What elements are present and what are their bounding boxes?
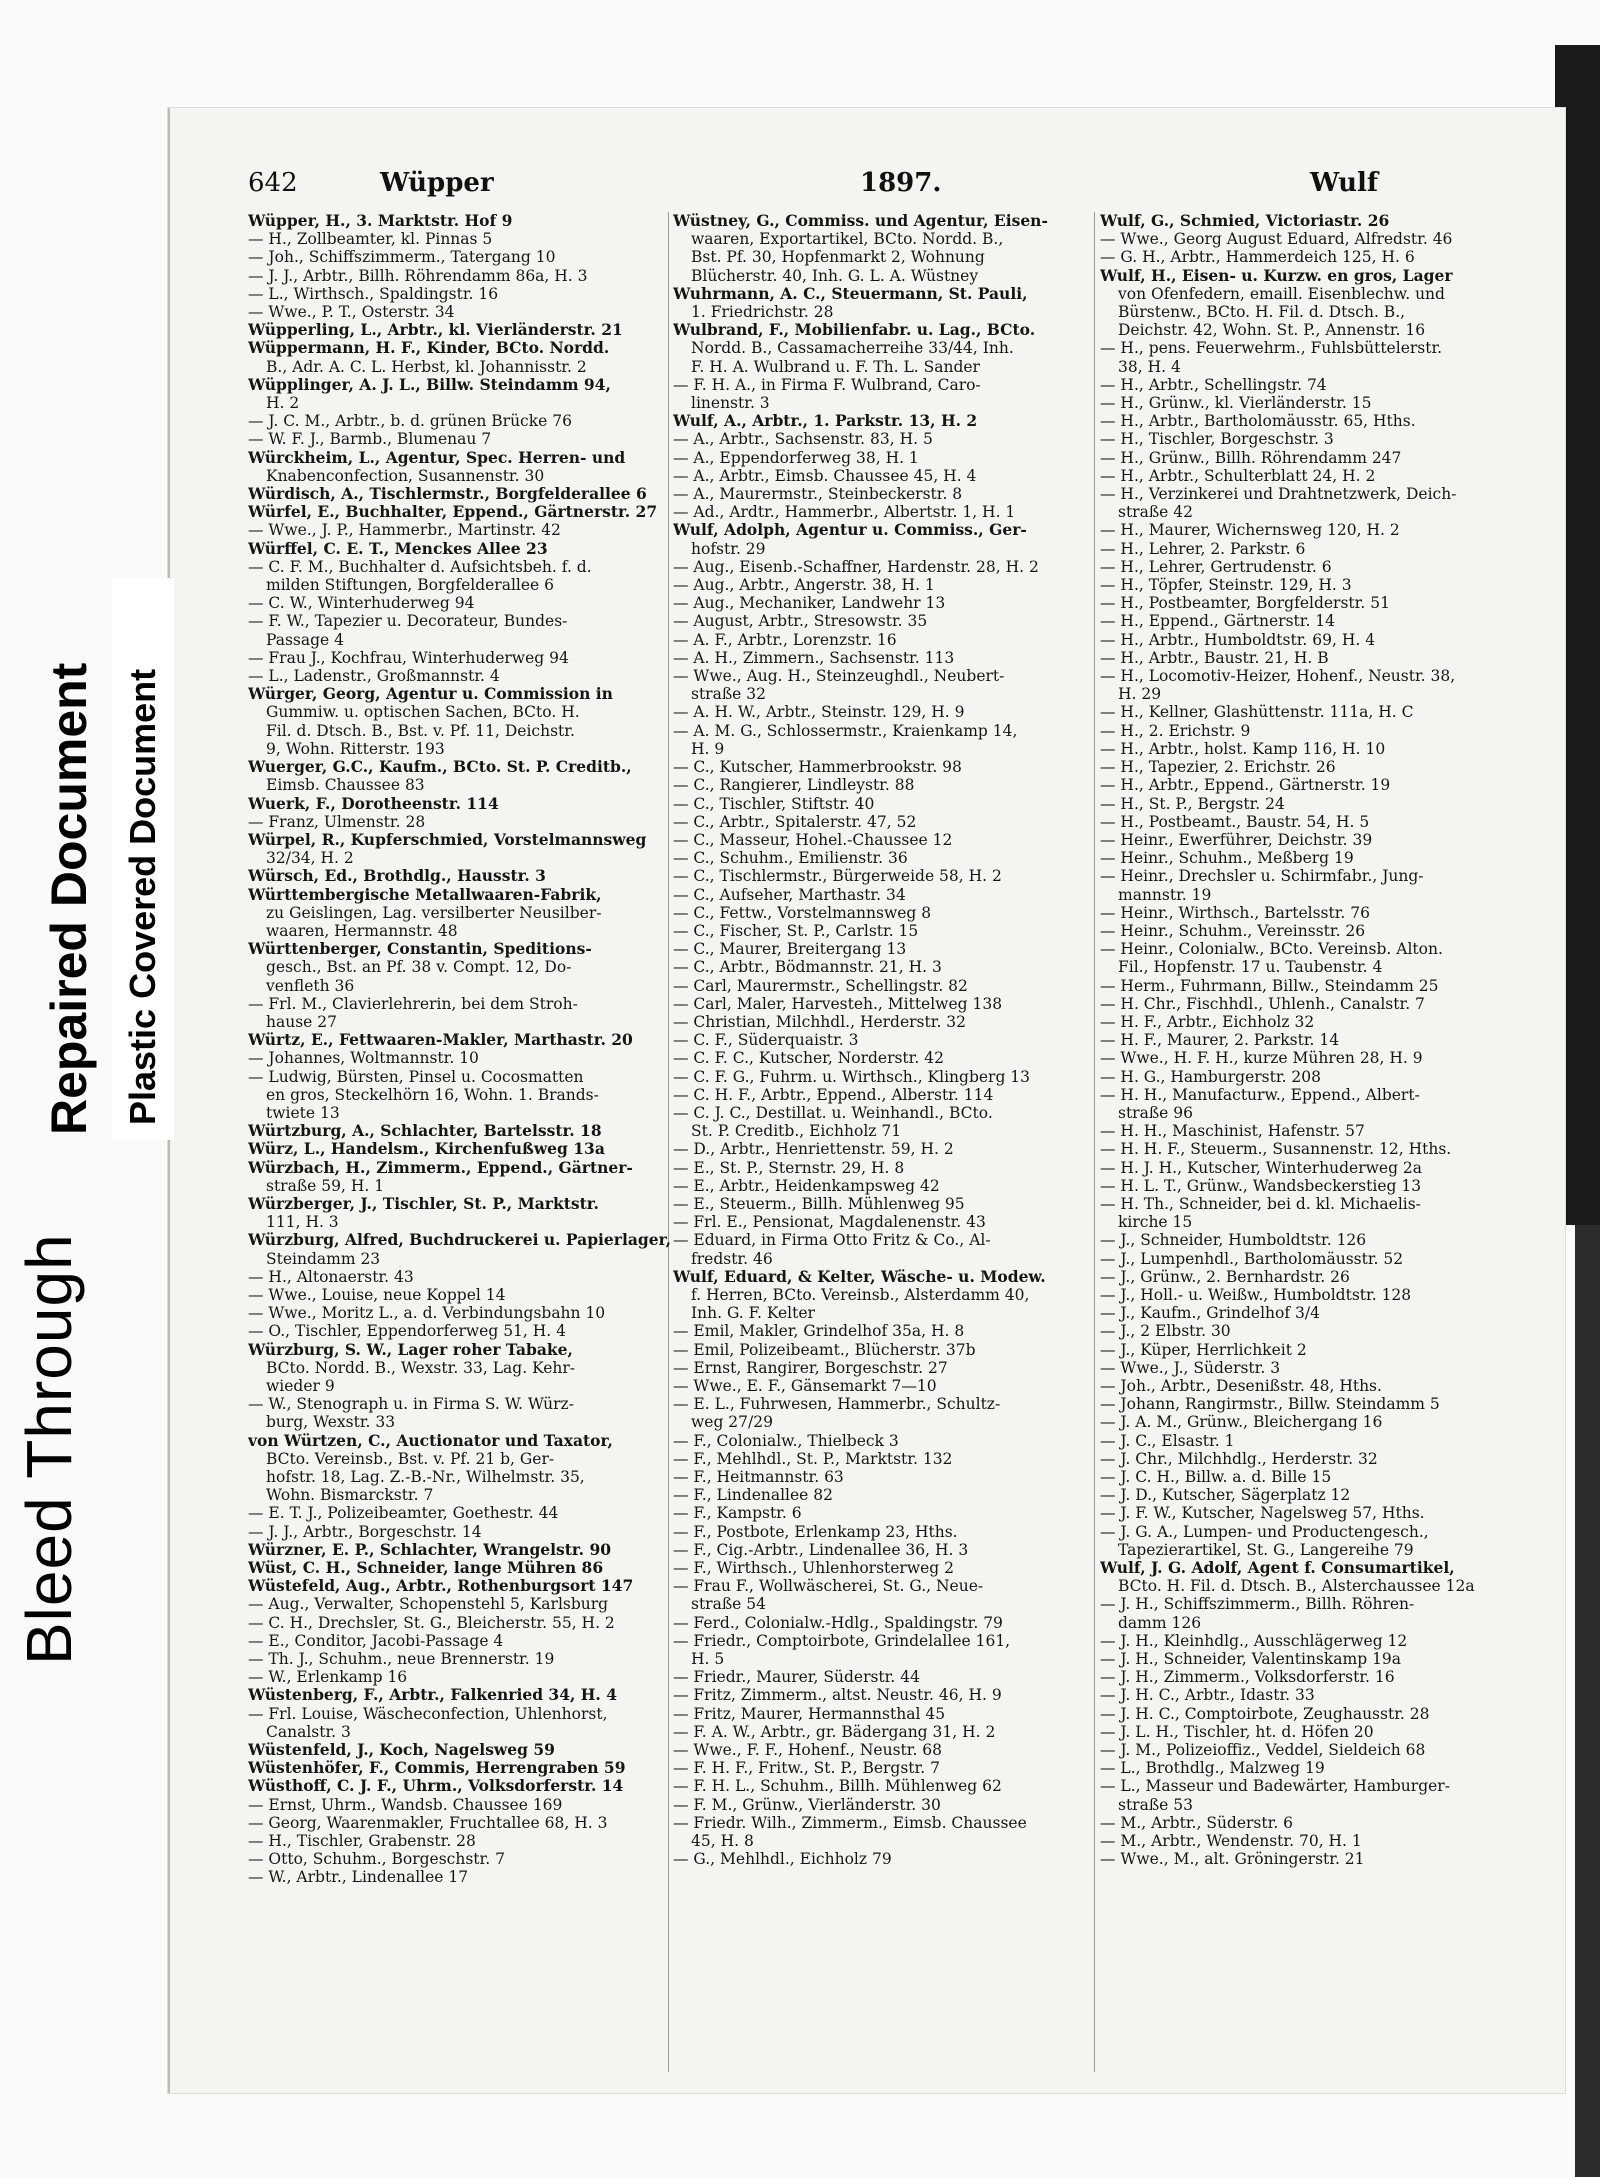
directory-entry-line: — F. H. A., in Firma F. Wulbrand, Caro- xyxy=(673,375,981,394)
directory-entry-line: — J. A. M., Grünw., Bleichergang 16 xyxy=(1100,1413,1383,1432)
directory-entry-line: 38, H. 4 xyxy=(1118,357,1181,376)
directory-entry-line: — C. J. C., Destillat. u. Weinhandl., BCto. xyxy=(673,1103,993,1122)
directory-entry-line: — J. J., Arbtr., Billh. Röhrendamm 86a, H. 3 xyxy=(248,266,588,285)
directory-entry-line: — Frl. M., Clavierlehrerin, bei dem Stroh- xyxy=(248,994,578,1013)
directory-entry-line: Wulf, G., Schmied, Victoriastr. 26 xyxy=(1100,212,1390,230)
directory-entry-line: H. 29 xyxy=(1118,685,1162,704)
directory-entry-line: — C., Tischlermstr., Bürgerweide 58, H. 2 xyxy=(673,867,1002,886)
directory-entry-line: — Wwe., Moritz L., a. d. Verbindungsbahn 10 xyxy=(248,1304,606,1323)
directory-entry-line: Würfel, E., Buchhalter, Eppend., Gärtnerstr. 27 xyxy=(248,503,658,522)
directory-entry-line: 111, H. 3 xyxy=(266,1213,339,1232)
directory-entry-line: Wüstenhöfer, F., Commis, Herrengraben 59 xyxy=(248,1759,626,1778)
directory-entry-line: Würtz, E., Fettwaaren-Makler, Marthastr. 20 xyxy=(248,1031,633,1050)
directory-entry-line: — Wwe., Georg August Eduard, Alfredstr. 46 xyxy=(1100,230,1453,249)
directory-entry-line: — F., Cig.-Arbtr., Lindenallee 36, H. 3 xyxy=(673,1540,969,1559)
directory-entry-line: Nordd. B., Cassamacherreihe 33/44, Inh. xyxy=(691,339,1014,358)
directory-entry-line: — Aug., Eisenb.-Schaffner, Hardenstr. 28, H. 2 xyxy=(673,557,1039,576)
directory-entry-line: — C., Tischler, Stiftstr. 40 xyxy=(673,794,875,813)
directory-entry-line: — Heinr., Colonialw., BCto. Vereinsb. Alton. xyxy=(1100,940,1443,959)
directory-entry-line: — Ferd., Colonialw.-Hdlg., Spaldingstr. 79 xyxy=(673,1613,1003,1632)
directory-entry-line: — Carl, Maler, Harvesteh., Mittelweg 138 xyxy=(673,994,1003,1013)
directory-entry-line: H. 5 xyxy=(691,1650,725,1669)
directory-column-1 xyxy=(248,212,688,1887)
directory-entry-line: — F., Wirthsch., Uhlenhorsterweg 2 xyxy=(673,1559,954,1578)
directory-entry-line: Würffel, C. E. T., Menckes Allee 23 xyxy=(248,539,548,558)
directory-entry-line: — C. F., Süderquaistr. 3 xyxy=(673,1031,859,1050)
directory-entry-line: — H., Arbtr., holst. Kamp 116, H. 10 xyxy=(1100,739,1386,758)
directory-entry-line: von Ofenfedern, emaill. Eisenblechw. und xyxy=(1118,284,1445,303)
directory-entry-line: straße 53 xyxy=(1118,1795,1194,1814)
directory-entry-line: — Frau F., Wollwäscherei, St. G., Neue- xyxy=(673,1577,984,1596)
directory-entry-line: — H., Zollbeamter, kl. Pinnas 5 xyxy=(248,230,493,249)
directory-entry-line: — C., Rangierer, Lindleystr. 88 xyxy=(673,776,915,795)
directory-entry-line: — H., Eppend., Gärtnerstr. 14 xyxy=(1100,612,1336,631)
directory-entry-line: — Wwe., Louise, neue Koppel 14 xyxy=(248,1285,506,1304)
directory-entry-line: — Heinr., Schuhm., Meßberg 19 xyxy=(1100,849,1354,868)
directory-entry-line: waaren, Hermannstr. 48 xyxy=(266,921,458,940)
directory-entry-line: hofstr. 29 xyxy=(691,539,766,558)
directory-entry-line: — Heinr., Wirthsch., Bartelsstr. 76 xyxy=(1100,903,1371,922)
directory-entry-line: — H., Tischler, Grabenstr. 28 xyxy=(248,1832,476,1851)
directory-entry-line: — H. L. T., Grünw., Wandsbeckerstieg 13 xyxy=(1100,1176,1422,1195)
directory-entry-line: — F., Lindenallee 82 xyxy=(673,1486,834,1505)
directory-entry-line: — Heinr., Schuhm., Vereinsstr. 26 xyxy=(1100,921,1366,940)
directory-entry-line: — H., Verzinkerei und Drahtnetzwerk, Deich- xyxy=(1100,485,1457,504)
directory-entry-line: — A. F., Arbtr., Lorenzstr. 16 xyxy=(673,630,897,649)
directory-entry-line: — M., Arbtr., Süderstr. 6 xyxy=(1100,1813,1294,1832)
directory-entry-line: Steindamm 23 xyxy=(266,1249,381,1268)
directory-entry-line: — C., Fischer, St. P., Carlstr. 15 xyxy=(673,921,919,940)
directory-entry-line: straße 32 xyxy=(691,685,767,704)
directory-entry-line: Wuerger, G.C., Kaufm., BCto. St. P. Creditb., xyxy=(248,758,632,777)
directory-entry-line: — Wwe., F. F., Hohenf., Neustr. 68 xyxy=(673,1741,943,1760)
directory-entry-line: — H. J. H., Kutscher, Winterhuderweg 2a xyxy=(1100,1158,1423,1177)
directory-entry-line: — Fritz, Maurer, Hermannsthal 45 xyxy=(673,1704,946,1723)
directory-entry-line: — L., Brothdlg., Malzweg 19 xyxy=(1100,1759,1325,1778)
directory-entry-line: — Aug., Arbtr., Angerstr. 38, H. 1 xyxy=(673,576,935,595)
directory-entry-line: — Joh., Schiffszimmerm., Tatergang 10 xyxy=(248,248,556,267)
directory-entry-line: gesch., Bst. an Pf. 38 v. Compt. 12, Do- xyxy=(266,958,572,977)
directory-entry-line: — F., Mehlhdl., St. P., Marktstr. 132 xyxy=(673,1449,953,1468)
directory-entry-line: Wohn. Bismarckstr. 7 xyxy=(266,1486,434,1505)
directory-entry-line: — H., Tischler, Borgeschstr. 3 xyxy=(1100,430,1334,449)
directory-entry-line: — Herm., Fuhrmann, Billw., Steindamm 25 xyxy=(1100,976,1439,995)
directory-entry-line: — C., Kutscher, Hammerbrookstr. 98 xyxy=(673,758,962,777)
directory-entry-line: — Emil, Makler, Grindelhof 35a, H. 8 xyxy=(673,1322,965,1341)
directory-entry-line: — H., Arbtr., Bartholomäusstr. 65, Hths. xyxy=(1100,412,1416,431)
directory-entry-line: fredstr. 46 xyxy=(691,1249,773,1268)
directory-entry-line: — C. W., Winterhuderweg 94 xyxy=(248,594,475,613)
directory-entry-line: — G., Mehlhdl., Eichholz 79 xyxy=(673,1850,892,1869)
directory-entry-line: — H., Arbtr., Schulterblatt 24, H. 2 xyxy=(1100,466,1376,485)
directory-entry-line: hause 27 xyxy=(266,1012,337,1031)
directory-entry-line: — H., Arbtr., Baustr. 21, H. B xyxy=(1100,648,1329,667)
directory-entry-line: — H., Grünw., Billh. Röhrendamm 247 xyxy=(1100,448,1402,467)
directory-entry-line: — G. H., Arbtr., Hammerdeich 125, H. 6 xyxy=(1100,248,1415,267)
directory-entry-line: Wüpper, H., 3. Marktstr. Hof 9 xyxy=(248,212,513,230)
directory-entry-line: — H. F., Maurer, 2. Parkstr. 14 xyxy=(1100,1031,1340,1050)
directory-entry-line: — Ad., Ardtr., Hammerbr., Albertstr. 1, H. 1 xyxy=(673,503,1016,522)
page-number: 642 xyxy=(248,168,298,198)
directory-entry-line: — Heinr., Ewerführer, Deichstr. 39 xyxy=(1100,830,1373,849)
header-right-word: Wulf xyxy=(1310,168,1379,198)
directory-entry-line: — C. F. M., Buchhalter d. Aufsichtsbeh. f. d. xyxy=(248,557,592,576)
directory-entry-line: straße 96 xyxy=(1118,1103,1194,1122)
directory-entry-line: Würsch, Ed., Brothdlg., Hausstr. 3 xyxy=(248,867,546,886)
directory-entry-line: straße 54 xyxy=(691,1595,767,1614)
directory-entry-line: Gummiw. u. optischen Sachen, BCto. H. xyxy=(266,703,580,722)
directory-entry-line: Würckheim, L., Agentur, Spec. Herren- und xyxy=(248,448,626,467)
directory-entry-line: — Frl. Louise, Wäscheconfection, Uhlenhorst, xyxy=(248,1704,608,1723)
directory-entry-line: — Frl. E., Pensionat, Magdalenenstr. 43 xyxy=(673,1213,986,1232)
directory-entry-line: — Franz, Ulmenstr. 28 xyxy=(248,812,426,831)
directory-entry-line: — Wwe., J., Süderstr. 3 xyxy=(1100,1358,1281,1377)
directory-entry-line: — H., Arbtr., Schellingstr. 74 xyxy=(1100,375,1327,394)
directory-entry-line: — E., Conditor, Jacobi-Passage 4 xyxy=(248,1631,504,1650)
directory-entry-line: — J., 2 Elbstr. 30 xyxy=(1100,1322,1231,1341)
directory-entry-line: — Georg, Waarenmakler, Fruchtallee 68, H. 3 xyxy=(248,1813,608,1832)
directory-entry-line: H. 9 xyxy=(691,739,725,758)
directory-entry-line: — J., Schneider, Humboldtstr. 126 xyxy=(1100,1231,1367,1250)
directory-entry-line: Wulbrand, F., Mobilienfabr. u. Lag., BCto. xyxy=(673,321,1036,340)
directory-entry-line: — J., Grünw., 2. Bernhardstr. 26 xyxy=(1100,1267,1350,1286)
directory-entry-line: Bst. Pf. 30, Hopfenmarkt 2, Wohnung xyxy=(691,248,985,267)
directory-entry-line: — H., Kellner, Glashüttenstr. 111a, H. C xyxy=(1100,703,1414,722)
directory-entry-line: — H., Arbtr., Humboldtstr. 69, H. 4 xyxy=(1100,630,1376,649)
directory-entry-line: — H., Tapezier, 2. Erichstr. 26 xyxy=(1100,758,1336,777)
directory-entry-line: — Emil, Polizeibeamt., Blücherstr. 37b xyxy=(673,1340,976,1359)
directory-entry-line: Wulf, Eduard, & Kelter, Wäsche- u. Modew. xyxy=(673,1267,1046,1286)
directory-entry-line: Wüst, C. H., Schneider, lange Mühren 86 xyxy=(248,1559,604,1578)
directory-entry-line: — J. L. H., Tischler, ht. d. Höfen 20 xyxy=(1100,1722,1374,1741)
directory-entry-line: Würzburg, S. W., Lager roher Tabake, xyxy=(248,1340,573,1359)
directory-entry-line: — H. G., Hamburgerstr. 208 xyxy=(1100,1067,1322,1086)
directory-entry-line: wieder 9 xyxy=(266,1377,335,1395)
directory-entry-line: — H. F., Arbtr., Eichholz 32 xyxy=(1100,1012,1315,1031)
directory-entry-line: Wüstenfeld, J., Koch, Nagelsweg 59 xyxy=(248,1741,555,1760)
directory-entry-line: Wulf, J. G. Adolf, Agent f. Consumartikel, xyxy=(1100,1559,1455,1578)
directory-entry-line: — H. H. F., Steuerm., Susannenstr. 12, Hths. xyxy=(1100,1140,1452,1159)
directory-entry-line: BCto. Vereinsb., Bst. v. Pf. 21 b, Ger- xyxy=(266,1449,555,1468)
directory-entry-line: — W., Stenograph u. in Firma S. W. Würz- xyxy=(248,1395,574,1414)
directory-entry-line: straße 59, H. 1 xyxy=(266,1176,385,1195)
directory-entry-line: Knabenconfection, Susannenstr. 30 xyxy=(266,466,545,485)
directory-entry-line: — Frau J., Kochfrau, Winterhuderweg 94 xyxy=(248,648,569,667)
directory-entry-line: Wüstney, G., Commiss. und Agentur, Eisen- xyxy=(673,212,1048,230)
directory-entry-line: — Johann, Rangirmstr., Billw. Steindamm 5 xyxy=(1100,1395,1440,1414)
directory-entry-line: Würtzburg, A., Schlachter, Bartelsstr. 18 xyxy=(248,1122,602,1141)
directory-entry-line: — H., Lehrer, 2. Parkstr. 6 xyxy=(1100,539,1306,558)
directory-entry-line: — H. H., Maschinist, Hafenstr. 57 xyxy=(1100,1122,1365,1141)
directory-entry-line: 1. Friedrichstr. 28 xyxy=(691,303,834,322)
directory-entry-line: — J. C., Elsastr. 1 xyxy=(1100,1431,1235,1450)
directory-entry-line: — J. H., Zimmerm., Volksdorferstr. 16 xyxy=(1100,1668,1395,1687)
directory-entry-line: — Eduard, in Firma Otto Fritz & Co., Al- xyxy=(673,1231,991,1250)
directory-entry-line: — Friedr., Maurer, Süderstr. 44 xyxy=(673,1668,920,1687)
directory-entry-line: — H. Th., Schneider, bei d. kl. Michaelis- xyxy=(1100,1194,1421,1213)
directory-entry-line: — J. C. H., Billw. a. d. Bille 15 xyxy=(1100,1468,1332,1487)
directory-entry-line: Eimsb. Chaussee 83 xyxy=(266,776,425,795)
directory-entry-line: 9, Wohn. Ritterstr. 193 xyxy=(266,739,445,758)
directory-entry-line: — J. G. A., Lumpen- und Productengesch., xyxy=(1100,1522,1429,1541)
directory-entry-line: — J. H., Schneider, Valentinskamp 19a xyxy=(1100,1650,1402,1669)
directory-entry-line: — J. H., Schiffszimmerm., Billh. Röhren- xyxy=(1100,1595,1415,1614)
directory-entry-line: — M., Arbtr., Wendenstr. 70, H. 1 xyxy=(1100,1832,1362,1851)
directory-entry-line: von Würtzen, C., Auctionator und Taxator, xyxy=(248,1431,613,1450)
directory-entry-line: Deichstr. 42, Wohn. St. P., Annenstr. 16 xyxy=(1118,321,1426,340)
directory-entry-line: — H., 2. Erichstr. 9 xyxy=(1100,721,1251,740)
directory-entry-line: — Johannes, Woltmannstr. 10 xyxy=(248,1049,479,1068)
directory-entry-line: — Heinr., Drechsler u. Schirmfabr., Jung- xyxy=(1100,867,1424,886)
directory-entry-line: twiete 13 xyxy=(266,1103,340,1122)
directory-entry-line: Württembergische Metallwaaren-Fabrik, xyxy=(248,885,602,904)
directory-entry-line: venfleth 36 xyxy=(266,976,355,995)
bleed-through-label: Bleed Through xyxy=(13,1233,85,1665)
directory-entry-line: — Joh., Arbtr., Desenißstr. 48, Hths. xyxy=(1100,1377,1382,1395)
directory-entry-line: — F. M., Grünw., Vierländerstr. 30 xyxy=(673,1795,941,1814)
directory-entry-line: — A., Arbtr., Eimsb. Chaussee 45, H. 4 xyxy=(673,466,977,485)
directory-entry-line: Wüsthoff, C. J. F., Uhrm., Volksdorferstr. 14 xyxy=(248,1777,624,1796)
directory-entry-line: — A. H., Zimmern., Sachsenstr. 113 xyxy=(673,648,955,667)
directory-entry-line: Bürstenw., BCto. H. Fil. d. Dtsch. B., xyxy=(1118,303,1406,322)
directory-entry-line: — J. H. C., Arbtr., Idastr. 33 xyxy=(1100,1686,1315,1705)
directory-entry-line: Wulf, Adolph, Agentur u. Commiss., Ger- xyxy=(673,521,1027,540)
directory-entry-line: — C., Maurer, Breitergang 13 xyxy=(673,940,907,959)
directory-entry-line: — J. H. C., Comptoirbote, Zeughausstr. 28 xyxy=(1100,1704,1430,1723)
directory-entry-line: Würzner, E. P., Schlachter, Wrangelstr. 90 xyxy=(248,1540,612,1559)
directory-entry-line: — F., Postbote, Erlenkamp 23, Hths. xyxy=(673,1522,958,1541)
directory-entry-line: — H., Locomotiv-Heizer, Hohenf., Neustr. 38, xyxy=(1100,667,1456,686)
directory-entry-line: — Aug., Mechaniker, Landwehr 13 xyxy=(673,594,946,613)
directory-entry-line: — L., Masseur und Badewärter, Hamburger- xyxy=(1100,1777,1450,1796)
directory-entry-line: St. P. Creditb., Eichholz 71 xyxy=(691,1122,902,1141)
directory-entry-line: F. H. A. Wulbrand u. F. Th. L. Sander xyxy=(691,357,980,376)
directory-entry-line: — Ernst, Rangirer, Borgeschstr. 27 xyxy=(673,1358,948,1377)
directory-entry-line: Tapezierartikel, St. G., Langereihe 79 xyxy=(1118,1540,1414,1559)
directory-entry-line: — J. C. M., Arbtr., b. d. grünen Brücke 76 xyxy=(248,412,572,431)
directory-entry-line: damm 126 xyxy=(1118,1613,1202,1632)
directory-entry-line: — H., Lehrer, Gertrudenstr. 6 xyxy=(1100,557,1332,576)
directory-entry-line: — H., pens. Feuerwehrm., Fuhlsbüttelerstr. xyxy=(1100,339,1443,358)
directory-entry-line: — C. F. C., Kutscher, Norderstr. 42 xyxy=(673,1049,944,1068)
directory-entry-line: Inh. G. F. Kelter xyxy=(691,1304,815,1323)
directory-entry-line: 32/34, H. 2 xyxy=(266,849,354,868)
directory-entry-line: BCto. H. Fil. d. Dtsch. B., Alsterchaussee 12a xyxy=(1118,1577,1475,1596)
directory-entry-line: — W., Arbtr., Lindenallee 17 xyxy=(248,1868,469,1887)
directory-entry-line: — Otto, Schuhm., Borgeschstr. 7 xyxy=(248,1850,505,1869)
directory-entry-line: — E., St. P., Sternstr. 29, H. 8 xyxy=(673,1158,905,1177)
directory-entry-line: — H., Postbeamt., Baustr. 54, H. 5 xyxy=(1100,812,1370,831)
directory-entry-line: — Wwe., Aug. H., Steinzeughdl., Neubert- xyxy=(673,667,1005,686)
directory-entry-line: — H., Grünw., kl. Vierländerstr. 15 xyxy=(1100,394,1372,413)
directory-entry-line: Würz, L., Handelsm., Kirchenfußweg 13a xyxy=(248,1140,605,1159)
directory-column-2 xyxy=(673,212,1113,1868)
directory-entry-line: — E., Steuerm., Billh. Mühlenweg 95 xyxy=(673,1194,965,1213)
directory-entry-line: — Ludwig, Bürsten, Pinsel u. Cocosmatten xyxy=(248,1067,584,1086)
directory-entry-line: — C., Fettw., Vorstelmannsweg 8 xyxy=(673,903,932,922)
directory-entry-line: — Fritz, Zimmerm., altst. Neustr. 46, H. 9 xyxy=(673,1686,1002,1705)
directory-entry-line: straße 42 xyxy=(1118,503,1194,522)
directory-entry-line: waaren, Exportartikel, BCto. Nordd. B., xyxy=(691,230,1004,249)
directory-entry-line: — O., Tischler, Eppendorferweg 51, H. 4 xyxy=(248,1322,567,1341)
directory-entry-line: — H. H., Manufacturw., Eppend., Albert- xyxy=(1100,1085,1420,1104)
directory-entry-line: kirche 15 xyxy=(1118,1213,1193,1232)
directory-entry-line: — W., Erlenkamp 16 xyxy=(248,1668,408,1687)
directory-entry-line: — F., Kampstr. 6 xyxy=(673,1504,802,1523)
directory-entry-line: Württenberger, Constantin, Speditions- xyxy=(248,940,592,959)
directory-entry-line: — Wwe., E. F., Gänsemarkt 7—10 xyxy=(673,1377,937,1395)
directory-entry-line: Würpel, R., Kupferschmied, Vorstelmannsweg xyxy=(248,830,647,849)
directory-entry-line: — F., Heitmannstr. 63 xyxy=(673,1468,844,1487)
directory-entry-line: — E. T. J., Polizeibeamter, Goethestr. 44 xyxy=(248,1504,559,1523)
directory-entry-line: — F. H. F., Fritw., St. P., Bergstr. 7 xyxy=(673,1759,940,1778)
directory-entry-line: — F., Colonialw., Thielbeck 3 xyxy=(673,1431,899,1450)
directory-entry-line: — J. D., Kutscher, Sägerplatz 12 xyxy=(1100,1486,1351,1505)
directory-entry-line: BCto. Nordd. B., Wexstr. 33, Lag. Kehr- xyxy=(266,1358,576,1377)
directory-entry-line: — L., Wirthsch., Spaldingstr. 16 xyxy=(248,284,499,303)
directory-entry-line: Wüpperling, L., Arbtr., kl. Vierländerstr. 21 xyxy=(248,321,623,340)
directory-entry-line: — L., Ladenstr., Großmannstr. 4 xyxy=(248,667,500,686)
page-header xyxy=(230,168,1520,208)
directory-entry-line: — C., Schuhm., Emilienstr. 36 xyxy=(673,849,908,868)
directory-entry-line: — C. H., Drechsler, St. G., Bleicherstr. 55, H. 2 xyxy=(248,1613,615,1632)
directory-entry-line: — A., Eppendorferweg 38, H. 1 xyxy=(673,448,919,467)
directory-entry-line: Fil., Hopfenstr. 17 u. Taubenstr. 4 xyxy=(1118,958,1383,977)
directory-entry-line: — Ernst, Uhrm., Wandsb. Chaussee 169 xyxy=(248,1795,563,1814)
directory-entry-line: 45, H. 8 xyxy=(691,1832,754,1851)
directory-entry-line: — H., Töpfer, Steinstr. 129, H. 3 xyxy=(1100,576,1352,595)
directory-entry-line: — Carl, Maurermstr., Schellingstr. 82 xyxy=(673,976,968,995)
directory-entry-line: — J. H., Kleinhdlg., Ausschlägerweg 12 xyxy=(1100,1631,1408,1650)
directory-entry-line: weg 27/29 xyxy=(691,1413,773,1432)
directory-entry-line: — Friedr. Wilh., Zimmerm., Eimsb. Chaussee xyxy=(673,1813,1027,1832)
directory-entry-line: — C., Arbtr., Bödmannstr. 21, H. 3 xyxy=(673,958,942,977)
directory-entry-line: — J. Chr., Milchhdlg., Herderstr. 32 xyxy=(1100,1449,1378,1468)
directory-entry-line: Wüpplinger, A. J. L., Billw. Steindamm 94, xyxy=(248,375,611,394)
directory-entry-line: — E. L., Fuhrwesen, Hammerbr., Schultz- xyxy=(673,1395,1001,1414)
directory-entry-line: — F. H. L., Schuhm., Billh. Mühlenweg 62 xyxy=(673,1777,1002,1796)
directory-entry-line: Passage 4 xyxy=(266,630,345,649)
directory-entry-line: B., Adr. A. C. L. Herbst, kl. Johannisstr. 2 xyxy=(266,357,587,376)
directory-entry-line: — H., Maurer, Wichernsweg 120, H. 2 xyxy=(1100,521,1400,540)
directory-entry-line: — J. F. W., Kutscher, Nagelsweg 57, Hths. xyxy=(1100,1504,1425,1523)
directory-entry-line: Wulf, A., Arbtr., 1. Parkstr. 13, H. 2 xyxy=(673,412,978,431)
directory-entry-line: — J. M., Polizeioffiz., Veddel, Sieldeich 68 xyxy=(1100,1741,1426,1760)
directory-entry-line: — A. H. W., Arbtr., Steinstr. 129, H. 9 xyxy=(673,703,965,722)
directory-entry-line: — A., Maurermstr., Steinbeckerstr. 8 xyxy=(673,485,963,504)
directory-entry-line: — H., St. P., Bergstr. 24 xyxy=(1100,794,1285,813)
directory-entry-line: — J., Lumpenhdl., Bartholomäusstr. 52 xyxy=(1100,1249,1404,1268)
directory-entry-line: — Wwe., P. T., Osterstr. 34 xyxy=(248,303,455,322)
directory-entry-line: Würzburg, Alfred, Buchdruckerei u. Papierlager, xyxy=(248,1231,672,1250)
scanner-edge-shadow-lower xyxy=(1575,1225,1600,2177)
directory-entry-line: Fil. d. Dtsch. B., Bst. v. Pf. 11, Deichstr. xyxy=(266,721,575,740)
directory-entry-line: Wüstenberg, F., Arbtr., Falkenried 34, H. 4 xyxy=(248,1686,618,1705)
directory-entry-line: — J., Küper, Herrlichkeit 2 xyxy=(1100,1340,1307,1359)
directory-entry-line: — J., Kaufm., Grindelhof 3/4 xyxy=(1100,1304,1320,1323)
directory-entry-line: linenstr. 3 xyxy=(691,394,770,413)
directory-entry-line: en gros, Steckelhörn 16, Wohn. 1. Brands- xyxy=(266,1085,599,1104)
directory-entry-line: — H., Altonaerstr. 43 xyxy=(248,1267,414,1286)
directory-entry-line: milden Stiftungen, Borgfelderallee 6 xyxy=(266,576,554,595)
directory-entry-line: Wüppermann, H. F., Kinder, BCto. Nordd. xyxy=(248,339,610,358)
directory-entry-line: Würzbach, H., Zimmerm., Eppend., Gärtner- xyxy=(248,1158,633,1177)
directory-entry-line: — H. Chr., Fischhdl., Uhlenh., Canalstr. 7 xyxy=(1100,994,1425,1013)
directory-entry-line: — Th. J., Schuhm., neue Brennerstr. 19 xyxy=(248,1650,555,1669)
directory-entry-line: Wuhrmann, A. C., Steuermann, St. Pauli, xyxy=(673,284,1028,303)
directory-entry-line: Wuerk, F., Dorotheenstr. 114 xyxy=(248,794,499,813)
directory-entry-line: — F. W., Tapezier u. Decorateur, Bundes- xyxy=(248,612,568,631)
directory-entry-line: — Christian, Milchhdl., Herderstr. 32 xyxy=(673,1012,967,1031)
directory-entry-line: — C. F. G., Fuhrm. u. Wirthsch., Klingberg 13 xyxy=(673,1067,1031,1086)
directory-entry-line: Blücherstr. 40, Inh. G. L. A. Wüstney xyxy=(691,266,979,285)
directory-entry-line: Wüstefeld, Aug., Arbtr., Rothenburgsort 147 xyxy=(248,1577,634,1596)
directory-entry-line: — C., Aufseher, Marthastr. 34 xyxy=(673,885,906,904)
directory-entry-line: Würger, Georg, Agentur u. Commission in xyxy=(248,685,613,704)
directory-entry-line: — F. A. W., Arbtr., gr. Bädergang 31, H. 2 xyxy=(673,1722,996,1741)
directory-column-3 xyxy=(1100,212,1540,1868)
repaired-document-label: Repaired Document xyxy=(41,662,97,1135)
directory-entry-line: Canalstr. 3 xyxy=(266,1722,351,1741)
directory-entry-line: — Friedr., Comptoirbote, Grindelallee 161, xyxy=(673,1631,1011,1650)
directory-entry-line: — Wwe., M., alt. Gröningerstr. 21 xyxy=(1100,1850,1365,1869)
directory-entry-line: — C. H. F., Arbtr., Eppend., Alberstr. 114 xyxy=(673,1085,994,1104)
directory-entry-line: — J., Holl.- u. Weißw., Humboldtstr. 128 xyxy=(1100,1285,1412,1304)
directory-entry-line: zu Geislingen, Lag. versilberter Neusilber- xyxy=(266,903,602,922)
directory-entry-line: — A. M. G., Schlossermstr., Kraienkamp 14, xyxy=(673,721,1018,740)
directory-entry-line: — H., Arbtr., Eppend., Gärtnerstr. 19 xyxy=(1100,776,1391,795)
header-left-word: Wüpper xyxy=(380,168,494,198)
directory-entry-line: — Aug., Verwalter, Schopenstehl 5, Karlsburg xyxy=(248,1595,609,1614)
directory-entry-line: Würzberger, J., Tischler, St. P., Marktstr. xyxy=(248,1194,599,1213)
directory-entry-line: hofstr. 18, Lag. Z.-B.-Nr., Wilhelmstr. 35, xyxy=(266,1468,585,1487)
directory-entry-line: — D., Arbtr., Henriettenstr. 59, H. 2 xyxy=(673,1140,954,1159)
directory-entry-line: — C., Arbtr., Spitalerstr. 47, 52 xyxy=(673,812,917,831)
directory-entry-line: — J. J., Arbtr., Borgeschstr. 14 xyxy=(248,1522,482,1541)
header-year: 1897. xyxy=(860,168,942,198)
directory-entry-line: — Wwe., H. F. H., kurze Mühren 28, H. 9 xyxy=(1100,1049,1423,1068)
directory-entry-line: — W. F. J., Barmb., Blumenau 7 xyxy=(248,430,492,449)
plastic-covered-label: Plastic Covered Document xyxy=(122,668,163,1125)
directory-entry-line: — E., Arbtr., Heidenkampsweg 42 xyxy=(673,1176,940,1195)
directory-entry-line: Würdisch, A., Tischlermstr., Borgfelderallee 6 xyxy=(248,485,647,504)
directory-entry-line: — C., Masseur, Hohel.-Chaussee 12 xyxy=(673,830,953,849)
directory-entry-line: — August, Arbtr., Stresowstr. 35 xyxy=(673,612,928,631)
directory-entry-line: mannstr. 19 xyxy=(1118,885,1212,904)
directory-entry-line: burg, Wexstr. 33 xyxy=(266,1413,396,1432)
directory-entry-line: — Wwe., J. P., Hammerbr., Martinstr. 42 xyxy=(248,521,561,540)
directory-entry-line: f. Herren, BCto. Vereinsb., Alsterdamm 40, xyxy=(691,1285,1030,1304)
directory-entry-line: — A., Arbtr., Sachsenstr. 83, H. 5 xyxy=(673,430,933,449)
directory-entry-line: — H., Postbeamter, Borgfelderstr. 51 xyxy=(1100,594,1390,613)
directory-entry-line: Wulf, H., Eisen- u. Kurzw. en gros, Lager xyxy=(1100,266,1453,285)
directory-entry-line: H. 2 xyxy=(266,394,300,413)
